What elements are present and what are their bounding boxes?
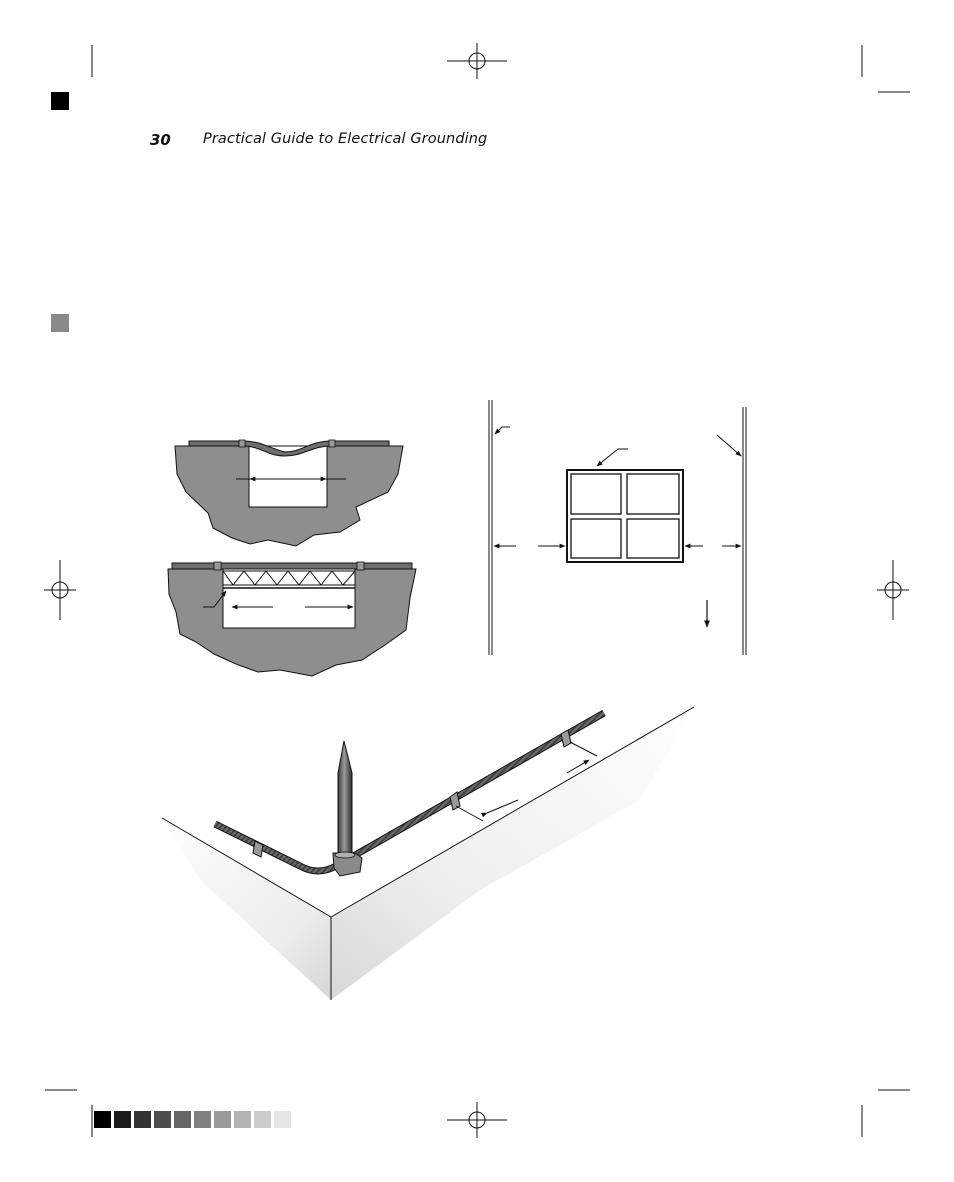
color-swatch [94,1111,111,1128]
color-swatch [234,1111,251,1128]
trench-section-bottom [168,562,416,676]
registration-target-top [447,43,507,79]
running-title: Practical Guide to Electrical Grounding [203,131,488,147]
color-swatch [194,1111,211,1128]
color-swatch [254,1111,271,1128]
color-swatch [134,1111,151,1128]
corner-ground-rod [162,707,694,1000]
registration-target-left [44,560,76,620]
color-swatch [154,1111,171,1128]
registration-target-bottom [447,1102,507,1138]
registration-target-right [877,560,909,620]
color-swatch [174,1111,191,1128]
trench-section-top [175,440,403,546]
color-swatch [214,1111,231,1128]
color-swatch [274,1111,291,1128]
page-number: 30 [150,131,171,149]
plan-view-grid [489,400,746,655]
color-swatch [114,1111,131,1128]
